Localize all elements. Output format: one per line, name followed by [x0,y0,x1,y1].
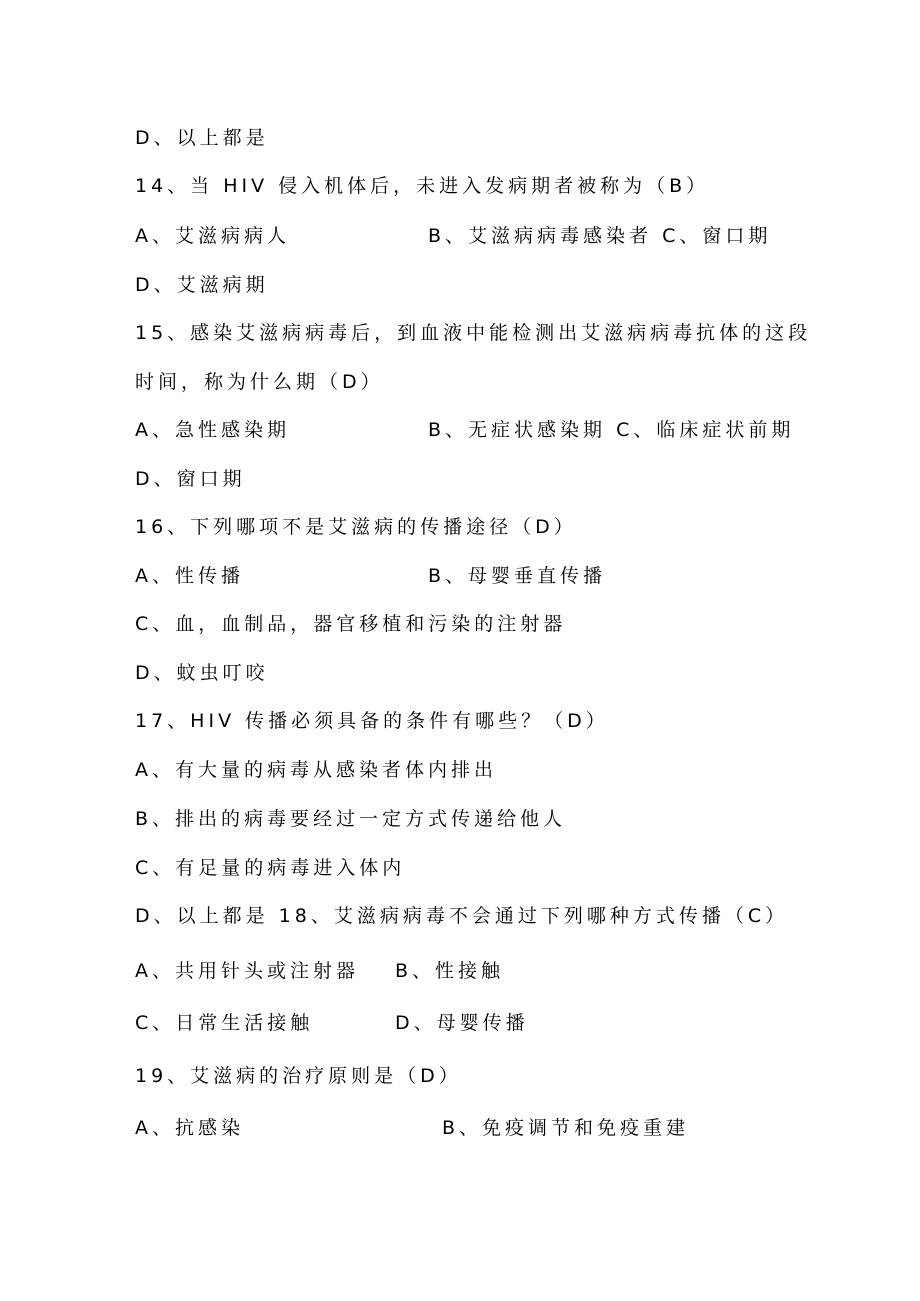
option-text: D、艾滋病期 [135,274,269,296]
question-text: 14、当 HIV 侵入机体后，未进入发病期者被称为（B） [135,175,710,197]
answer-option [135,467,246,491]
question-15-continued [135,370,384,394]
question-19 [135,1064,462,1088]
option-text: A、抗感染 [135,1117,244,1139]
question-text: 时间，称为什么期（D） [135,371,384,393]
answer-option [135,612,566,636]
answer-option [135,807,566,831]
option-text: C、有足量的病毒进入体内 [135,857,406,879]
answer-options [135,1011,529,1035]
option-text: D、以上都是 [135,127,269,149]
option-text: A、性传播 [135,565,244,587]
answer-options [135,959,505,983]
question-text: 17、HIV 传播必须具备的条件有哪些？（D） [135,710,609,732]
answer-option [135,661,269,685]
answer-options [135,224,772,248]
answer-option [135,856,405,880]
question-text: 15、感染艾滋病病毒后，到血液中能检测出艾滋病病毒抗体的这段 [135,322,812,344]
question-text: 19、艾滋病的治疗原则是（D） [135,1065,462,1087]
option-text: A、艾滋病病人 [135,225,290,247]
answer-options [135,418,795,442]
question-18 [135,904,788,928]
option-text: C、血，血制品，器官移植和污染的注射器 [135,613,567,635]
option-text: B、艾滋病病毒感染者 C、窗口期 [428,225,772,247]
answer-option [135,758,497,782]
question-14 [135,174,709,198]
option-text: B、无症状感染期 C、临床症状前期 [428,419,795,441]
question-17 [135,709,609,733]
question-text: 16、下列哪项不是艾滋病的传播途径（D） [135,516,577,538]
option-text: A、有大量的病毒从感染者体内排出 [135,759,497,781]
option-text: D、蚊虫叮咬 [135,662,269,684]
answer-options [135,1116,690,1140]
option-text: B、性接触 [395,960,505,982]
question-16 [135,515,577,539]
option-text: A、急性感染期 [135,419,290,441]
answer-options [135,564,607,588]
option-text: C、日常生活接触 [135,1012,314,1034]
option-text: B、免疫调节和免疫重建 [442,1117,690,1139]
option-text: D、窗口期 [135,468,246,490]
question-text: D、以上都是 18、艾滋病病毒不会通过下列哪种方式传播（C） [135,905,789,927]
answer-option [135,273,269,297]
option-text: B、母婴垂直传播 [428,565,607,587]
option-text: B、排出的病毒要经过一定方式传递给他人 [135,808,567,830]
answer-option [135,126,269,150]
option-text: D、母婴传播 [395,1012,529,1034]
option-text: A、共用针头或注射器 [135,960,359,982]
question-15 [135,321,811,345]
